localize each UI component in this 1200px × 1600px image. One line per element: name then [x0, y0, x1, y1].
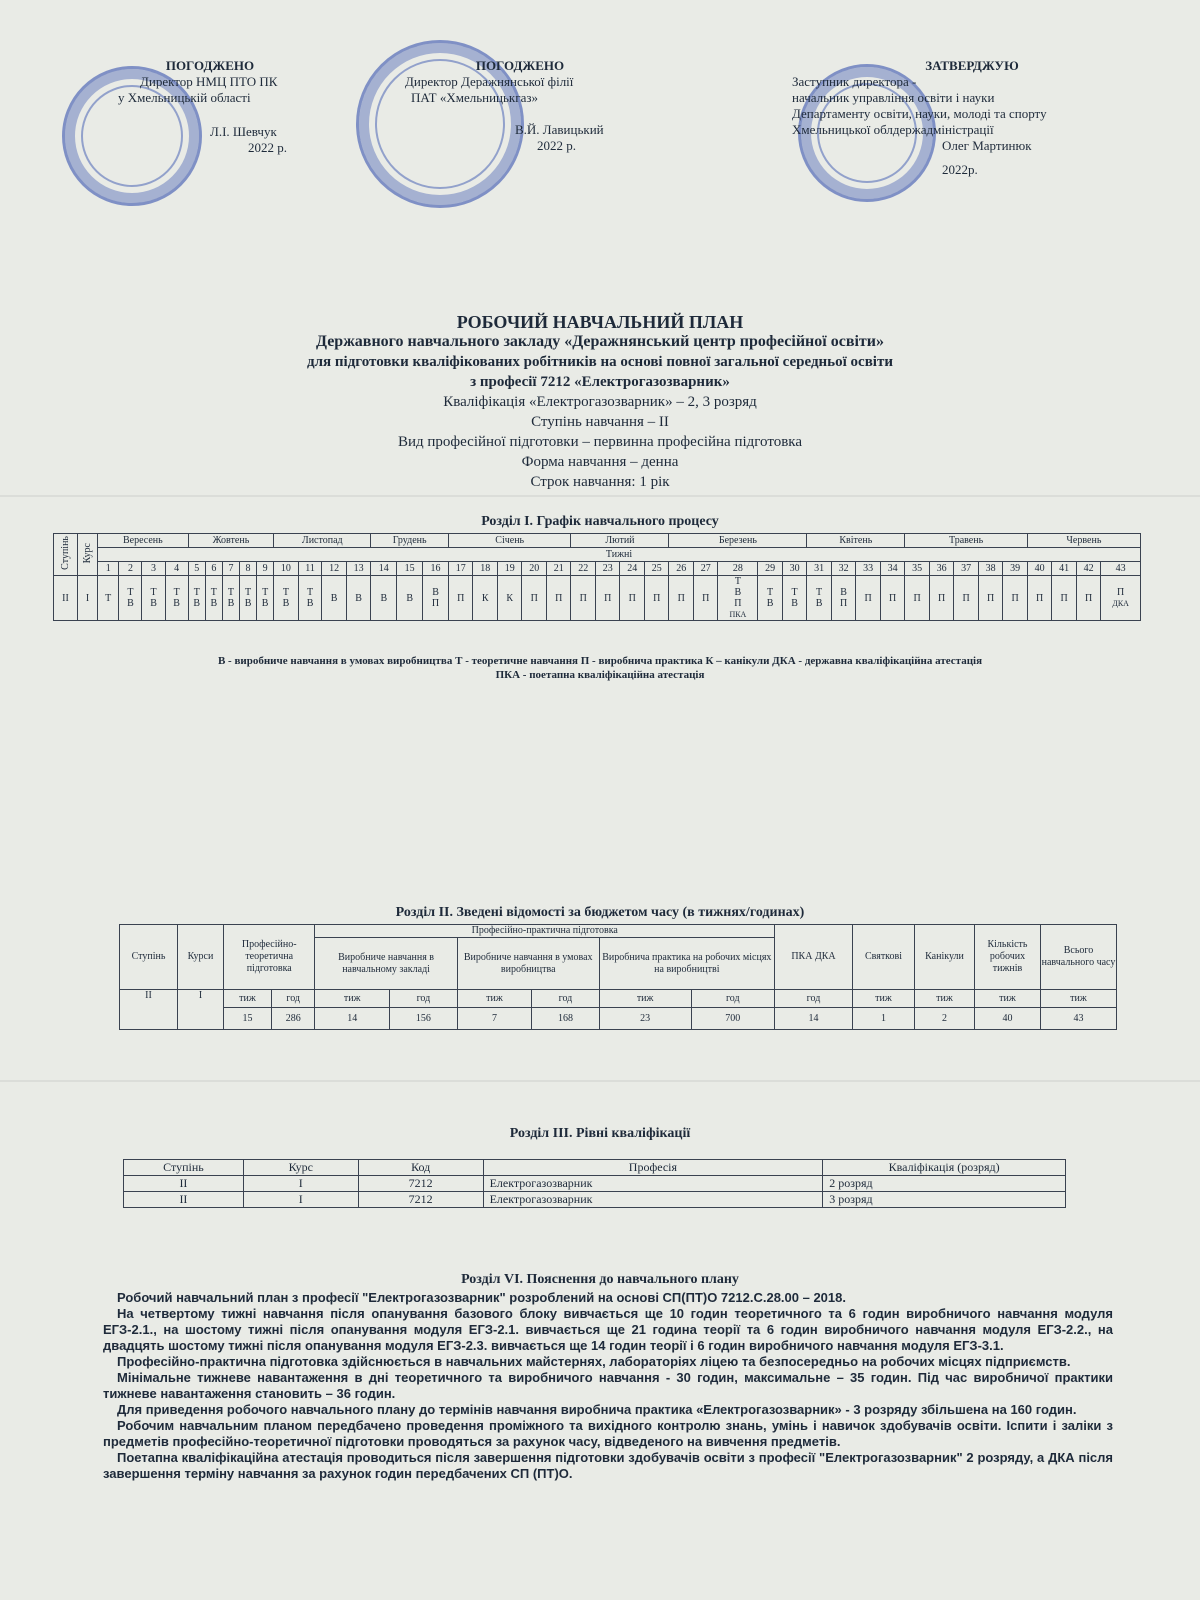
- week-number: 33: [856, 562, 881, 576]
- week-number: 7: [222, 562, 239, 576]
- activity-code: В: [766, 598, 774, 609]
- budget-value: 1: [853, 1008, 915, 1030]
- title-line: для підготовки кваліфікованих робітників на основі повної загальної середньої освіти: [307, 354, 893, 370]
- explanation-paragraph: Мінімальне тижневе навантаження в дні теоретичного та виробничого навчання - 30 годин, максимальне – 35 годин. Під час виробничої практики тижневе навантаження становить – 36 годин.: [103, 1370, 1113, 1401]
- week-number: 18: [473, 562, 498, 576]
- month-header: Червень: [1027, 534, 1140, 548]
- activity-code: Т: [127, 587, 134, 598]
- budget-unit: год: [271, 990, 315, 1008]
- week-number: 40: [1027, 562, 1052, 576]
- week-number: 9: [257, 562, 274, 576]
- week-activity: [905, 576, 930, 621]
- week-activity: [644, 576, 669, 621]
- week-number: 36: [929, 562, 954, 576]
- week-activity: [473, 576, 498, 621]
- budget-unit: тиж: [1041, 990, 1117, 1008]
- budget-header-pka: ПКА ДКА: [775, 925, 853, 990]
- activity-code: В: [815, 598, 823, 609]
- activity-code: Т: [262, 587, 269, 598]
- title-line: Кваліфікація «Електрогазозварник» – 2, 3 розряд: [443, 394, 757, 410]
- week-activity: [1003, 576, 1028, 621]
- activity-code: Т: [791, 587, 798, 598]
- week-number: 17: [448, 562, 473, 576]
- schedule-course: I: [78, 576, 98, 621]
- week-number: 35: [905, 562, 930, 576]
- activity-code: К: [481, 592, 489, 604]
- budget-value: 40: [975, 1008, 1041, 1030]
- schedule-header-stage: Ступінь: [54, 534, 78, 576]
- activity-code: Т: [105, 592, 112, 604]
- approval-signer: Олег Мартинюк: [942, 138, 1032, 153]
- week-number: 1: [98, 562, 119, 576]
- title-line: Ступінь навчання – II: [531, 414, 669, 430]
- activity-code: В: [261, 598, 269, 609]
- levels-header: Код: [358, 1160, 483, 1176]
- week-number: 42: [1076, 562, 1101, 576]
- levels-cell: Електрогазозварник: [483, 1192, 823, 1208]
- activity-code: П: [677, 592, 685, 604]
- activity-code: Т: [767, 587, 774, 598]
- budget-unit: год: [775, 990, 853, 1008]
- activity-code: П: [530, 592, 538, 604]
- budget-stage: II: [120, 990, 178, 1030]
- week-activity: [954, 576, 979, 621]
- budget-unit: тиж: [224, 990, 272, 1008]
- title-line: РОБОЧИЙ НАВЧАЛЬНИЙ ПЛАН: [456, 312, 744, 332]
- schedule-legend: В - виробниче навчання в умовах виробництва Т - теоретичне навчання П - виробнича практика К – канікули ДКА - державна кваліфікаційна атестація: [217, 655, 983, 667]
- explanation-text: [103, 1290, 1113, 1482]
- budget-value: 156: [390, 1008, 458, 1030]
- budget-unit: тиж: [853, 990, 915, 1008]
- week-activity: [1027, 576, 1052, 621]
- budget-value: 7: [457, 1008, 531, 1030]
- activity-code: Т: [816, 587, 823, 598]
- budget-header-pract2: Виробниче навчання в умовах виробництва: [457, 938, 599, 990]
- activity-code: В: [150, 598, 157, 609]
- approval-line: Департаменту освіти, науки, молоді та спорту: [792, 106, 1047, 121]
- week-number: 13: [346, 562, 371, 576]
- budget-value: 14: [315, 1008, 390, 1030]
- month-header: Вересень: [98, 534, 189, 548]
- activity-code: В: [406, 592, 413, 604]
- schedule-table: [53, 533, 1141, 621]
- levels-cell: 7212: [358, 1176, 483, 1192]
- week-activity: [205, 576, 222, 621]
- approval-line: Хмельницької облдержадміністрації: [792, 122, 994, 137]
- week-number: 16: [423, 562, 449, 576]
- week-number: 4: [165, 562, 188, 576]
- title-line: з професії 7212 «Електрогазозварник»: [470, 374, 730, 390]
- levels-table: [123, 1159, 1066, 1208]
- explanation-paragraph: На четвертому тижні навчання після опанування базового блоку вивчається ще 10 годин теоретичного та 6 годин виробничого навчання модуля ЕГЗ-2.1., на шостому тижні після опанування модуля ЕГЗ-2.1. вивчається ще 21 година теорії та 6 годин виробничого навчання модуля ЕГЗ-2.2., на двадцять шостому тижні після опанування модуля ЕГЗ-2.3. вивчається ще 14 годин теорії і 6 годин виробничого навчання модуля ЕГЗ-3.1.: [103, 1306, 1113, 1353]
- activity-code: П: [628, 592, 636, 604]
- week-activity: [571, 576, 596, 621]
- approval-line: начальник управління освіти і науки: [792, 90, 995, 105]
- approval-dept: [792, 58, 1092, 178]
- section1-title: Розділ І. Графік навчального процесу: [481, 514, 719, 529]
- week-number: 24: [620, 562, 645, 576]
- activity-code: П: [986, 592, 995, 604]
- activity-code: В: [127, 598, 134, 609]
- approval-line: ПАТ «Хмельницькгаз»: [411, 90, 538, 105]
- title-line: Вид професійної підготовки – первинна професійна підготовка: [397, 434, 803, 450]
- week-activity: [978, 576, 1003, 621]
- levels-cell: II: [124, 1192, 244, 1208]
- activity-code: В: [227, 598, 235, 609]
- activity-code: П: [1117, 587, 1125, 598]
- activity-code: В: [282, 598, 290, 609]
- budget-unit: тиж: [599, 990, 691, 1008]
- activity-code: П: [431, 598, 440, 609]
- week-activity: [522, 576, 547, 621]
- activity-code: Т: [150, 587, 157, 598]
- section2-title: Розділ ІІ. Зведені відомості за бюджетом часу (в тижнях/годинах): [395, 905, 805, 920]
- section4-title: Розділ VІ. Пояснення до навчального плану: [461, 1272, 739, 1287]
- activity-code: П: [1011, 592, 1019, 604]
- levels-header: Професія: [483, 1160, 823, 1176]
- week-number: 38: [978, 562, 1003, 576]
- week-activity: [620, 576, 645, 621]
- week-activity: [929, 576, 954, 621]
- budget-header-courses: Курси: [178, 925, 224, 990]
- activity-code: П: [604, 592, 612, 604]
- levels-cell: 7212: [358, 1192, 483, 1208]
- activity-code: П: [1060, 592, 1068, 604]
- budget-unit: год: [390, 990, 458, 1008]
- activity-code: В: [380, 592, 388, 604]
- section3-title: Розділ ІІІ. Рівні кваліфікації: [509, 1126, 691, 1141]
- activity-code: П: [864, 592, 872, 604]
- activity-code: В: [244, 598, 252, 609]
- week-activity: [298, 576, 322, 621]
- activity-code: П: [913, 592, 921, 604]
- activity-code: П: [1035, 592, 1044, 604]
- month-header: Лютий: [571, 534, 669, 548]
- approval-line: Директор Деражнянської філії: [405, 74, 574, 89]
- approval-date: 2022 р.: [537, 138, 576, 153]
- explanation-paragraph: Для приведення робочого навчального плану до термінів навчання виробнича практика «Електрогазозварник» - 3 розряду збільшена на 160 годин.: [117, 1402, 1077, 1417]
- title-line: Форма навчання – денна: [521, 454, 679, 470]
- week-activity: [98, 576, 119, 621]
- levels-cell: 2 розряд: [823, 1176, 1066, 1192]
- activity-code: Т: [282, 587, 289, 598]
- budget-header-total: Всього навчального часу: [1041, 925, 1117, 990]
- week-activity: [222, 576, 239, 621]
- week-activity: [371, 576, 397, 621]
- activity-code: ДКА: [1112, 599, 1129, 608]
- activity-code: П: [734, 598, 742, 609]
- week-activity: [188, 576, 205, 621]
- approval-nmc: [110, 58, 310, 156]
- weeks-label: Тижні: [98, 548, 1141, 562]
- week-number: 2: [119, 562, 142, 576]
- activity-code: П: [457, 592, 465, 604]
- month-header: Грудень: [371, 534, 449, 548]
- week-number: 41: [1052, 562, 1077, 576]
- budget-value: 168: [532, 1008, 600, 1030]
- month-header: Квітень: [807, 534, 905, 548]
- budget-unit: тиж: [975, 990, 1041, 1008]
- budget-value: 43: [1041, 1008, 1117, 1030]
- budget-header-theory: Професійно-теоретична підготовка: [224, 925, 315, 990]
- week-number: 23: [595, 562, 620, 576]
- week-number: 26: [669, 562, 694, 576]
- levels-header: Ступінь: [124, 1160, 244, 1176]
- activity-code: К: [506, 592, 514, 604]
- budget-value: 286: [271, 1008, 315, 1030]
- activity-code: В: [306, 598, 314, 609]
- approval-line: Заступник директора -: [792, 74, 917, 89]
- week-activity: [165, 576, 188, 621]
- explanation-paragraph: Поетапна кваліфікаційна атестація проводиться після завершення підготовки здобувачів освіти з професії "Електрогазозварник" 2 розряду, а ДКА після завершення терміну навчання за рахунок годин передбачених СП (ПТ)О.: [103, 1450, 1113, 1481]
- week-activity: [880, 576, 905, 621]
- week-activity: [1052, 576, 1077, 621]
- budget-unit: тиж: [915, 990, 975, 1008]
- week-number: 22: [571, 562, 596, 576]
- activity-code: В: [432, 587, 439, 598]
- paper-fold: [0, 1080, 1200, 1082]
- levels-cell: I: [243, 1192, 358, 1208]
- week-number: 28: [718, 562, 758, 576]
- budget-unit: год: [532, 990, 600, 1008]
- week-activity: [346, 576, 371, 621]
- budget-unit: год: [691, 990, 774, 1008]
- activity-code: ПКА: [729, 610, 747, 619]
- activity-code: Т: [210, 587, 217, 598]
- approval-head: ЗАТВЕРДЖУЮ: [925, 58, 1019, 73]
- approval-gas: [405, 58, 635, 154]
- budget-value: 700: [691, 1008, 774, 1030]
- approval-head: ПОГОДЖЕНО: [475, 58, 565, 73]
- budget-value: 2: [915, 1008, 975, 1030]
- activity-code: В: [734, 587, 742, 598]
- week-number: 29: [758, 562, 783, 576]
- week-number: 10: [274, 562, 299, 576]
- week-number: 3: [142, 562, 165, 576]
- week-number: 27: [693, 562, 718, 576]
- week-activity: [831, 576, 856, 621]
- approval-head: ПОГОДЖЕНО: [165, 58, 255, 73]
- levels-cell: 3 розряд: [823, 1192, 1066, 1208]
- week-number: 11: [298, 562, 322, 576]
- activity-code: Т: [244, 587, 252, 598]
- activity-code: П: [1084, 592, 1093, 604]
- levels-cell: II: [124, 1176, 244, 1192]
- activity-code: П: [839, 598, 848, 609]
- activity-code: Т: [734, 576, 741, 587]
- week-number: 32: [831, 562, 856, 576]
- activity-code: В: [840, 587, 847, 598]
- week-activity: [1101, 576, 1141, 621]
- activity-code: П: [555, 592, 563, 604]
- budget-course: I: [178, 990, 224, 1030]
- budget-header-stage: Ступінь: [120, 925, 178, 990]
- budget-header-pract3: Виробнича практика на робочих місцях на виробництві: [599, 938, 774, 990]
- week-activity: [1076, 576, 1101, 621]
- month-header: Січень: [448, 534, 571, 548]
- week-activity: [669, 576, 694, 621]
- activity-code: В: [791, 598, 798, 609]
- week-number: 14: [371, 562, 397, 576]
- levels-header: Курс: [243, 1160, 358, 1176]
- approval-line: Директор НМЦ ПТО ПК: [140, 74, 278, 89]
- activity-code: В: [173, 598, 180, 609]
- week-activity: [718, 576, 758, 621]
- activity-code: В: [355, 592, 362, 604]
- week-number: 20: [522, 562, 547, 576]
- activity-code: П: [579, 592, 587, 604]
- month-header: Березень: [669, 534, 807, 548]
- budget-value: 15: [224, 1008, 272, 1030]
- schedule-stage: II: [54, 576, 78, 621]
- budget-header-pract1: Виробниче навчання в навчальному закладі: [315, 938, 457, 990]
- title-line: Строк навчання: 1 рік: [530, 474, 670, 490]
- activity-code: В: [193, 598, 201, 609]
- activity-code: П: [937, 592, 946, 604]
- activity-code: П: [962, 592, 970, 604]
- approval-date: 2022р.: [942, 162, 978, 177]
- levels-cell: I: [243, 1176, 358, 1192]
- activity-code: Т: [173, 587, 180, 598]
- activity-code: В: [330, 592, 338, 604]
- explanation-paragraph: Робочий навчальний план з професії "Електрогазозварник" розроблений на основі СП(ПТ)О 7212.С.28.00 – 2018.: [117, 1290, 846, 1305]
- week-activity: [497, 576, 522, 621]
- levels-header: Кваліфікація (розряд): [823, 1160, 1066, 1176]
- approval-signer: В.Й. Лавицький: [515, 122, 604, 137]
- levels-cell: Електрогазозварник: [483, 1176, 823, 1192]
- week-number: 12: [322, 562, 347, 576]
- week-number: 25: [644, 562, 669, 576]
- approval-signer: Л.І. Шевчук: [210, 124, 277, 139]
- schedule-legend-pka: ПКА - поетапна кваліфікаційна атестація: [495, 669, 705, 681]
- activity-code: Т: [193, 587, 200, 598]
- activity-code: Т: [227, 587, 234, 598]
- title-line: Державного навчального закладу «Деражнянський центр професійної освіти»: [316, 333, 884, 350]
- week-activity: [322, 576, 347, 621]
- week-activity: [693, 576, 718, 621]
- budget-unit: тиж: [457, 990, 531, 1008]
- approval-line: у Хмельницькій області: [118, 90, 251, 105]
- week-activity: [782, 576, 807, 621]
- explanation-paragraph: Професійно-практична підготовка здійснюється в навчальних майстернях, лабораторіях ліцею та безпосередньо на робочих місцях підприємств.: [117, 1354, 1071, 1369]
- budget-value: 23: [599, 1008, 691, 1030]
- budget-header-vacation: Канікули: [915, 925, 975, 990]
- budget-value: 14: [775, 1008, 853, 1030]
- activity-code: П: [888, 592, 897, 604]
- week-number: 5: [188, 562, 205, 576]
- week-number: 21: [546, 562, 571, 576]
- week-activity: [595, 576, 620, 621]
- week-activity: [257, 576, 274, 621]
- budget-header-practice: Професійно-практична підготовка: [315, 925, 775, 938]
- month-header: Травень: [905, 534, 1028, 548]
- activity-code: П: [702, 592, 710, 604]
- month-header: Жовтень: [188, 534, 273, 548]
- budget-table: [119, 924, 1117, 1030]
- week-activity: [274, 576, 299, 621]
- week-activity: [119, 576, 142, 621]
- week-activity: [448, 576, 473, 621]
- week-number: 34: [880, 562, 905, 576]
- week-activity: [546, 576, 571, 621]
- week-activity: [239, 576, 256, 621]
- explanation-paragraph: Робочим навчальним планом передбачено проведення проміжного та вихідного контролю знань, умінь і навичок здобувачів освіти. Іспити і заліки з предметів професійно-теоретичної підготовки проводяться за рахунок часу, відведеного на вивчення предметів.: [103, 1418, 1113, 1449]
- paper-fold: [0, 495, 1200, 497]
- activity-code: П: [653, 592, 661, 604]
- budget-unit: тиж: [315, 990, 390, 1008]
- week-number: 6: [205, 562, 222, 576]
- week-number: 43: [1101, 562, 1141, 576]
- week-activity: [856, 576, 881, 621]
- week-number: 8: [239, 562, 256, 576]
- schedule-header-course: Курс: [78, 534, 98, 576]
- week-number: 37: [954, 562, 979, 576]
- budget-header-holidays: Святкові: [853, 925, 915, 990]
- week-activity: [758, 576, 783, 621]
- document-title: [0, 312, 1200, 492]
- budget-header-workweeks: Кількість робочих тижнів: [975, 925, 1041, 990]
- week-number: 30: [782, 562, 807, 576]
- approval-date: 2022 р.: [248, 140, 287, 155]
- week-activity: [423, 576, 449, 621]
- activity-code: В: [210, 598, 218, 609]
- week-number: 31: [807, 562, 832, 576]
- week-number: 15: [397, 562, 423, 576]
- activity-code: Т: [306, 587, 314, 598]
- week-activity: [397, 576, 423, 621]
- week-number: 39: [1003, 562, 1028, 576]
- week-activity: [807, 576, 832, 621]
- week-number: 19: [497, 562, 522, 576]
- month-header: Листопад: [274, 534, 371, 548]
- week-activity: [142, 576, 165, 621]
